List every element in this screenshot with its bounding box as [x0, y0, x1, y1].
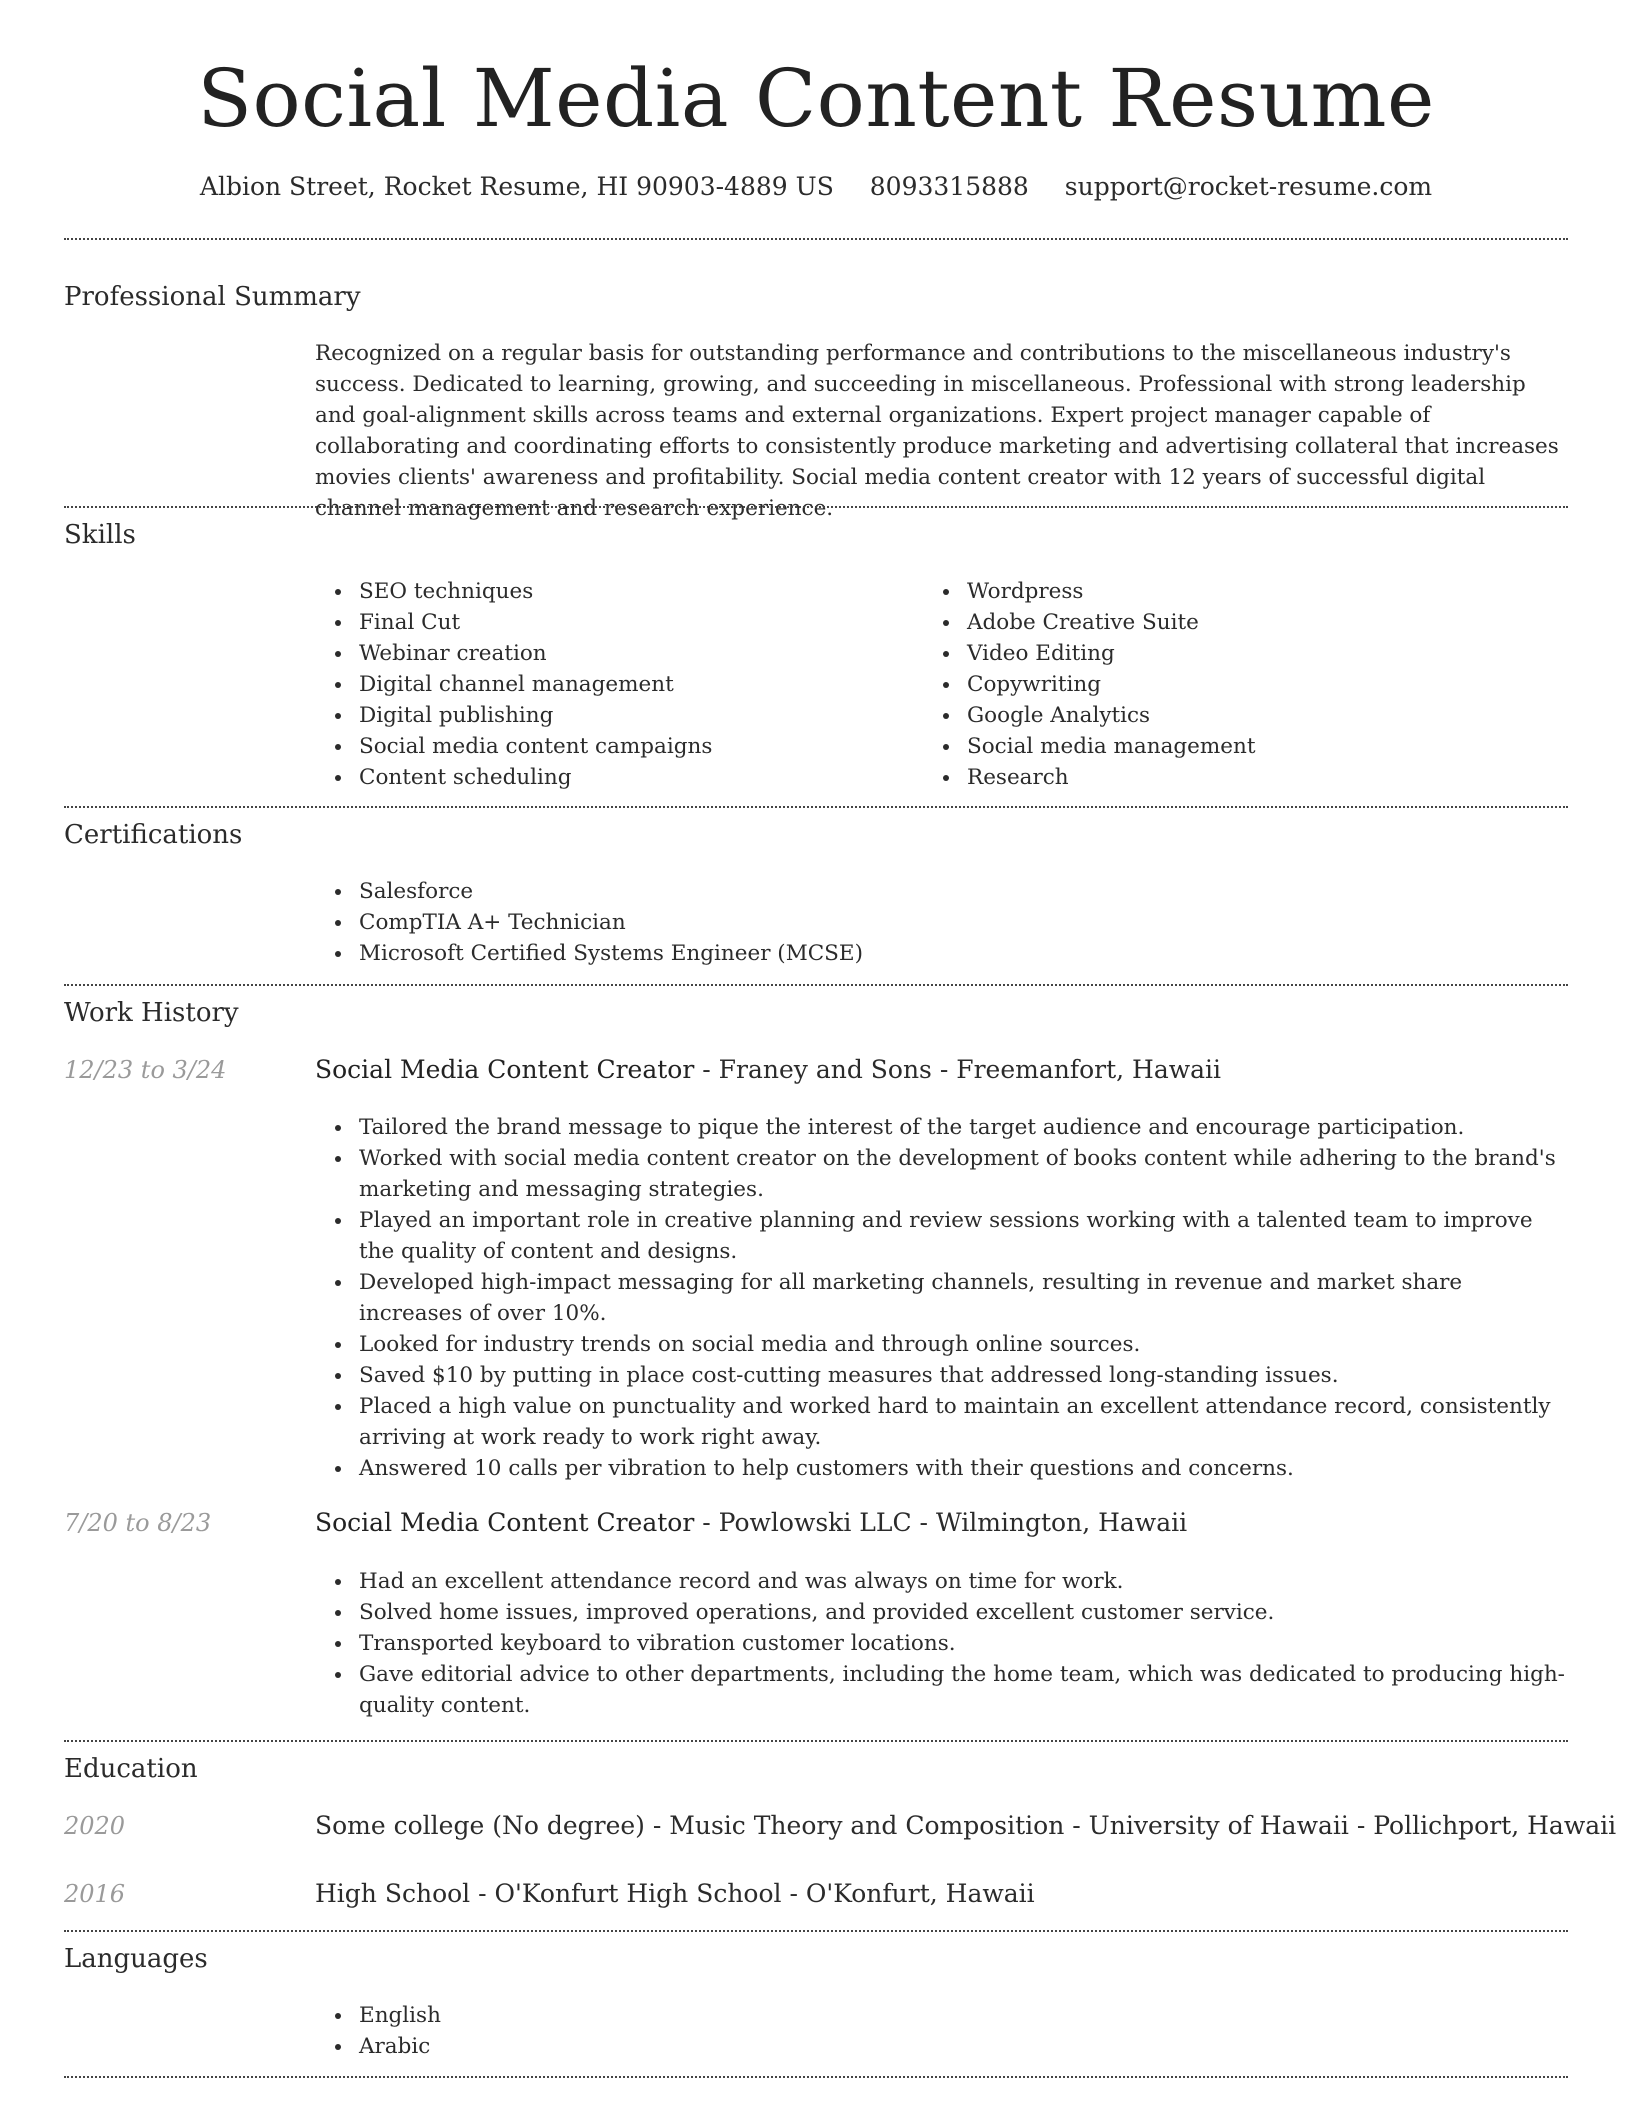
education-degree: Some college (No degree) - Music Theory and Composition: [315, 1811, 1065, 1840]
job-bullet: Transported keyboard to vibration customer locations.: [315, 1628, 1568, 1659]
languages-heading: Languages: [64, 1944, 208, 1974]
education-year: 2016: [64, 1880, 126, 1908]
job-role: Social Media Content Creator: [315, 1508, 695, 1537]
job-bullet: Played an important role in creative planning and review sessions working with a talented team to improve the quality of content and designs.: [315, 1205, 1568, 1267]
education-heading: Education: [64, 1754, 198, 1784]
skill-item: Content scheduling: [315, 762, 915, 793]
divider: [64, 1930, 1568, 1932]
certifications-heading: Certifications: [64, 820, 243, 850]
skill-item: Webinar creation: [315, 638, 915, 669]
skills-heading: Skills: [64, 520, 136, 550]
job-bullet: Worked with social media content creator on the development of books content while adhering to the brand's marketing and messaging strategies.: [315, 1143, 1568, 1205]
job-title: [315, 1055, 1221, 1084]
certification-item: Microsoft Certified Systems Engineer (MCSE): [315, 938, 1565, 969]
skill-item: Wordpress: [923, 576, 1563, 607]
summary-text: Recognized on a regular basis for outstanding performance and contributions to the miscellaneous industry's success. Dedicated to learning, growing, and succeeding in miscellaneous. Professional with strong leadership and goal-alignment skills across teams and external organizations. Expert project manager capable of collaborating and coordinating efforts to consistently produce marketing and advertising collateral that increases movies clients' awareness and profitability. Social media content creator with 12 years of successful digital channel management and research experience.: [315, 341, 1559, 521]
skill-item: Final Cut: [315, 607, 915, 638]
job-bullet: Solved home issues, improved operations, and provided excellent customer service.: [315, 1597, 1568, 1628]
divider: [64, 506, 1568, 508]
education-school: - O'Konfurt High School - O'Konfurt, Hawaii: [470, 1879, 1035, 1908]
summary-heading: Professional Summary: [64, 282, 361, 312]
skills-list-right: [923, 576, 1563, 793]
skill-item: Research: [923, 762, 1563, 793]
language-item: English: [315, 2000, 1565, 2031]
certification-item: CompTIA A+ Technician: [315, 907, 1565, 938]
job-employer: - Franey and Sons - Freemanfort, Hawaii: [694, 1055, 1222, 1084]
job-bullet: Had an excellent attendance record and was always on time for work.: [315, 1566, 1568, 1597]
divider: [64, 238, 1568, 240]
education-degree: High School: [315, 1879, 471, 1908]
divider: [64, 2076, 1568, 2078]
job-employer: - Powlowski LLC - Wilmington, Hawaii: [694, 1508, 1188, 1537]
certification-item: Salesforce: [315, 876, 1565, 907]
skills-list-left: [315, 576, 915, 793]
job-bullet: Developed high-impact messaging for all marketing channels, resulting in revenue and market share increases of over 10%.: [315, 1267, 1568, 1329]
job-bullet: Gave editorial advice to other departments, including the home team, which was dedicated to producing high-quality content.: [315, 1659, 1568, 1721]
job-title: [315, 1508, 1187, 1537]
skill-item: Adobe Creative Suite: [923, 607, 1563, 638]
education-school: - University of Hawaii - Pollichport, Hawaii: [1064, 1811, 1617, 1840]
job-bullets: [315, 1112, 1568, 1484]
skill-item: Copywriting: [923, 669, 1563, 700]
divider: [64, 806, 1568, 808]
education-entry: [315, 1811, 1616, 1840]
work-heading: Work History: [64, 998, 239, 1028]
job-dates: 12/23 to 3/24: [64, 1056, 227, 1084]
skill-item: Digital channel management: [315, 669, 915, 700]
job-bullet: Answered 10 calls per vibration to help customers with their questions and concerns.: [315, 1453, 1568, 1484]
skill-item: Video Editing: [923, 638, 1563, 669]
skill-item: Google Analytics: [923, 700, 1563, 731]
contact-phone: 8093315888: [869, 172, 1029, 201]
job-bullet: Saved $10 by putting in place cost-cutting measures that addressed long-standing issues.: [315, 1360, 1568, 1391]
job-bullet: Tailored the brand message to pique the interest of the target audience and encourage participation.: [315, 1112, 1568, 1143]
job-role: Social Media Content Creator: [315, 1055, 695, 1084]
education-year: 2020: [64, 1812, 126, 1840]
certifications-list: [315, 876, 1565, 969]
job-bullet: Placed a high value on punctuality and worked hard to maintain an excellent attendance record, consistently arriving at work ready to work right away.: [315, 1391, 1568, 1453]
resume-name: Social Media Content Resume: [197, 52, 1435, 145]
skill-item: Social media management: [923, 731, 1563, 762]
contact-email: support@rocket-resume.com: [1064, 172, 1433, 201]
divider: [64, 1740, 1568, 1742]
contact-line: [0, 172, 1632, 201]
skill-item: SEO techniques: [315, 576, 915, 607]
education-entry: [315, 1879, 1035, 1908]
skill-item: Digital publishing: [315, 700, 915, 731]
divider: [64, 984, 1568, 986]
skill-item: Social media content campaigns: [315, 731, 915, 762]
languages-list: [315, 2000, 1565, 2062]
contact-address: Albion Street, Rocket Resume, HI 90903-4889 US: [199, 172, 834, 201]
job-bullet: Looked for industry trends on social media and through online sources.: [315, 1329, 1568, 1360]
job-dates: 7/20 to 8/23: [64, 1509, 212, 1537]
job-bullets: [315, 1566, 1568, 1721]
language-item: Arabic: [315, 2031, 1565, 2062]
